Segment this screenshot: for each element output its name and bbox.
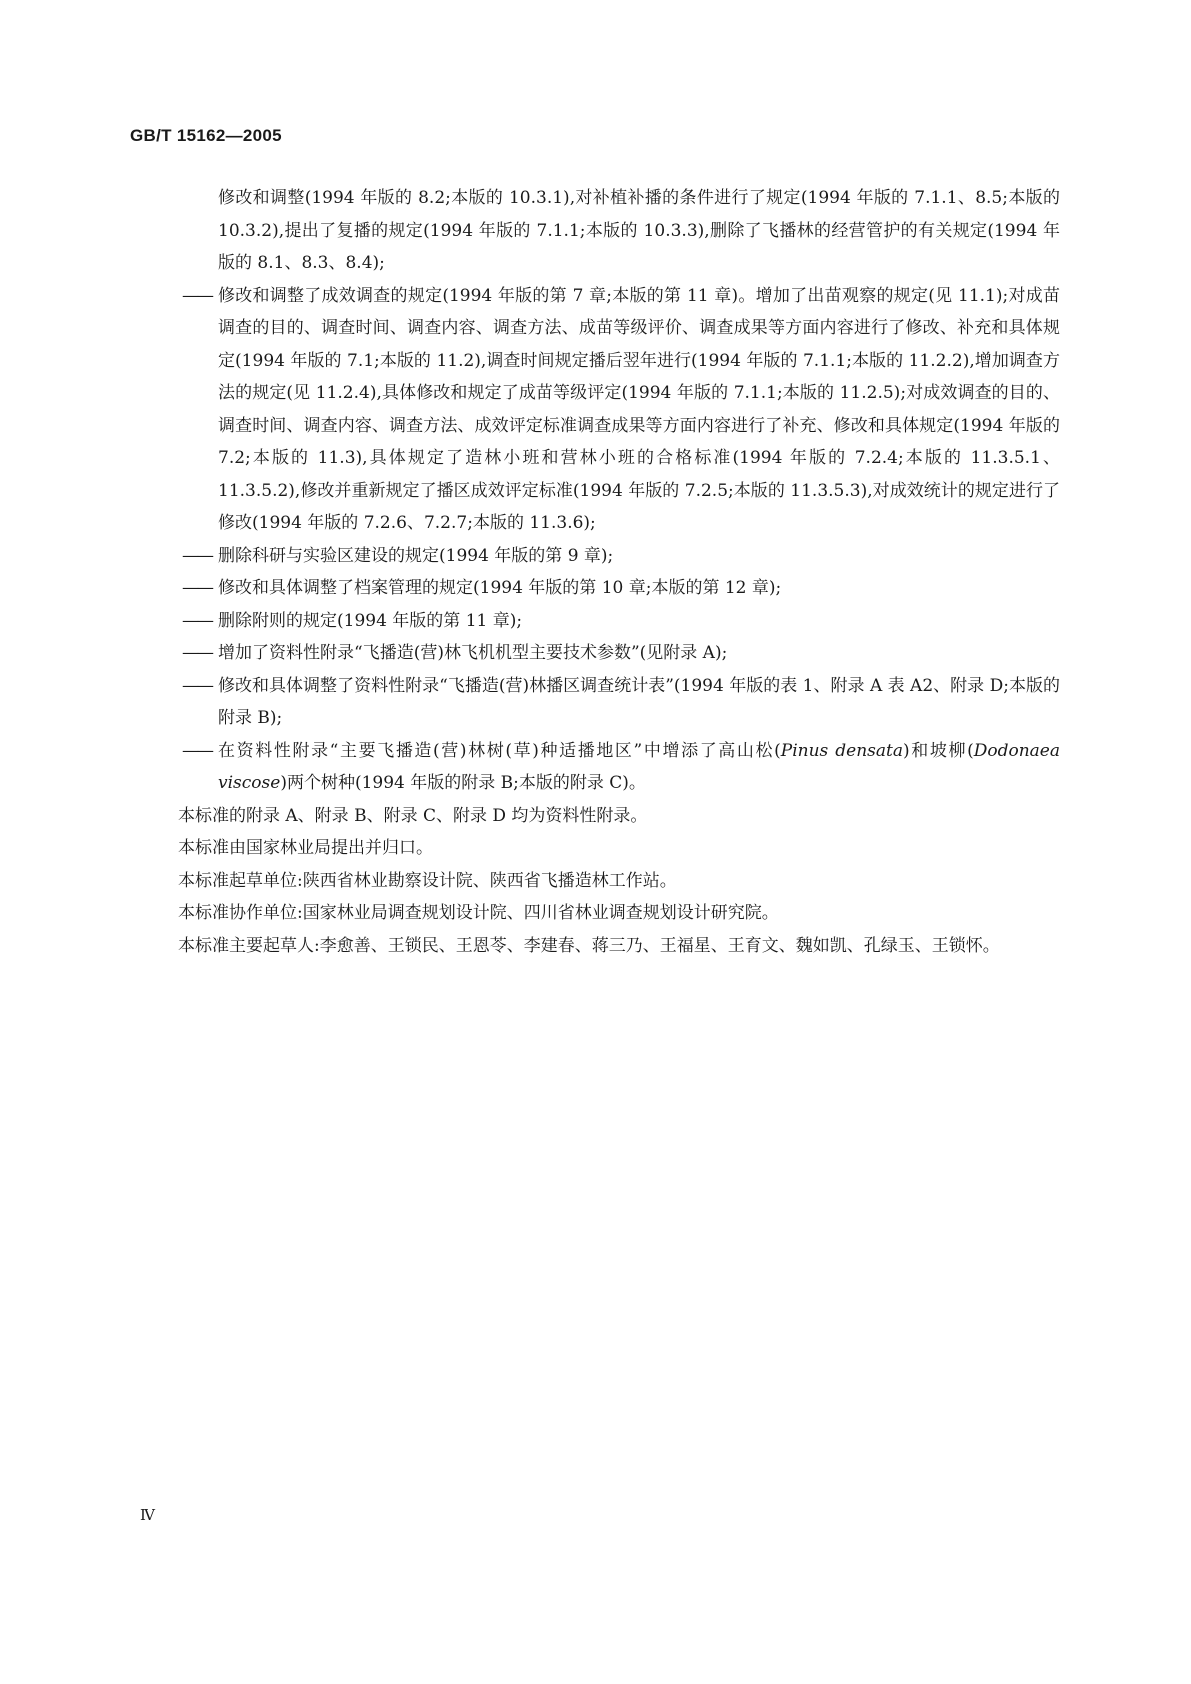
list-item — [130, 637, 1060, 670]
list-item-text: 删除科研与实验区建设的规定(1994 年版的第 9 章); — [218, 545, 614, 566]
foreword-body — [130, 182, 1060, 962]
list-item-text: 修改和调整了成效调查的规定(1994 年版的第 7 章;本版的第 11 章)。增加了出苗观察的规定(见 11.1);对成苗调查的目的、调查时间、调查内容、调查方法、成苗等级评价、调查成果等方面内容进行了修改、补充和具体规定(1994 年版的 7.1;本版的 11.2),调查时间规定播后翌年进行(1994 年版的 7.1.1;本版的 11.2.2),增加调查方法的规定(见 11.2.4),具体修改和规定了成苗等级评定(1994 年版的 7.1.1;本版的 11.2.5);对成效调查的目的、调查时间、调查内容、调查方法、成效评定标准调查成果等方面内容进行了补充、修改和具体规定(1994 年版的 7.2;本版的 11.3),具体规定了造林小班和营林小班的合格标准(1994 年版的 7.2.4;本版的 11.3.5.1、11.3.5.2),修改并重新规定了播区成效评定标准(1994 年版的 7.2.5;本版的 11.3.5.3),对成效统计的规定进行了修改(1994 年版的 7.2.6、7.2.7;本版的 11.3.6); — [218, 285, 1060, 533]
list-item-text: 修改和具体调整了资料性附录“飞播造(营)林播区调查统计表”(1994 年版的表 1、附录 A 表 A2、附录 D;本版的附录 B); — [218, 675, 1060, 728]
list-item — [130, 540, 1060, 573]
list-item — [130, 572, 1060, 605]
list-item-text: 修改和具体调整了档案管理的规定(1994 年版的第 10 章;本版的第 12 章); — [218, 578, 782, 598]
paragraph-drafting-units: 本标准起草单位:陕西省林业勘察设计院、陕西省飞播造林工作站。 — [178, 870, 677, 891]
list-item — [130, 605, 1060, 638]
latin-name-pinus: Pinus densata — [780, 740, 904, 761]
dash-marker: —— — [182, 740, 212, 761]
species-text-part3: )两个树种(1994 年版的附录 B;本版的附录 C)。 — [280, 773, 646, 793]
paragraph-appendix-note: 本标准的附录 A、附录 B、附录 C、附录 D 均为资料性附录。 — [178, 805, 648, 826]
list-item — [130, 280, 1060, 540]
dash-marker: —— — [182, 545, 212, 566]
latin-name-dodonaea: Dodonaea viscose — [218, 740, 1060, 793]
list-item-text: 增加了资料性附录“飞播造(营)林飞机机型主要技术参数”(见附录 A); — [218, 643, 728, 663]
list-item-species — [130, 735, 1060, 800]
paragraph-proposer: 本标准由国家林业局提出并归口。 — [178, 838, 433, 858]
dash-marker: —— — [182, 578, 212, 598]
species-text-part1: 在资料性附录“主要飞播造(营)林树(草)种适播地区”中增添了高山松( — [218, 740, 781, 761]
page-number: Ⅳ — [140, 1506, 155, 1524]
standard-code-header: GB/T 15162—2005 — [130, 126, 282, 145]
continuation-text: 修改和调整(1994 年版的 8.2;本版的 10.3.1),对补植补播的条件进行了规定(1994 年版的 7.1.1、8.5;本版的 10.3.2),提出了复播的规定(1994 年版的 7.1.1;本版的 10.3.3),删除了飞播林的经营管护的有关规定(1994 年版的 8.1、8.3、8.4); — [218, 188, 1060, 273]
paragraph-drafters: 本标准主要起草人:李愈善、王锁民、王恩苓、李建春、蒋三乃、王福星、王育文、魏如凯、孔绿玉、王锁怀。 — [178, 935, 1000, 956]
list-item-text: 删除附则的规定(1994 年版的第 11 章); — [218, 610, 523, 631]
dash-marker: —— — [182, 285, 212, 306]
species-text-part2: )和坡柳( — [903, 740, 974, 761]
dash-marker: —— — [182, 675, 212, 696]
list-item — [130, 670, 1060, 735]
dash-marker: —— — [182, 610, 212, 631]
dash-marker: —— — [182, 643, 212, 663]
paragraph-cooperating-units: 本标准协作单位:国家林业局调查规划设计院、四川省林业调查规划设计研究院。 — [178, 903, 779, 923]
